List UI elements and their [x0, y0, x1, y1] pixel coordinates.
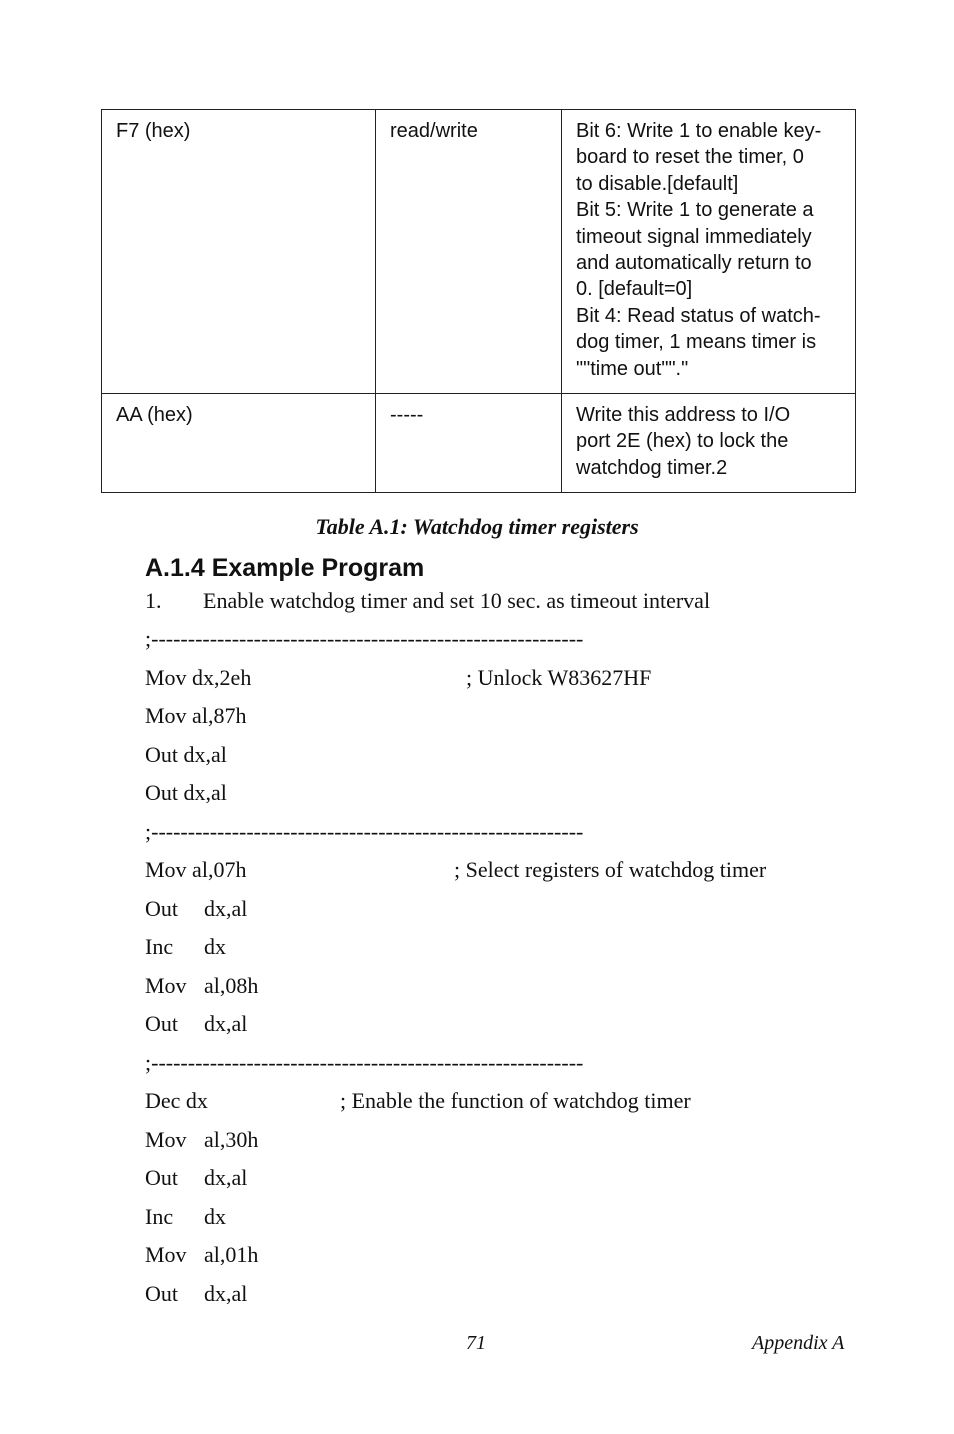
code-comment: ; Select registers of watchdog timer — [454, 857, 767, 882]
description-cell — [562, 394, 856, 493]
table-row — [102, 110, 856, 394]
footer-section-label: Appendix A — [752, 1332, 845, 1354]
access-cell: ----- — [376, 394, 562, 493]
code-opcode: Out — [145, 896, 178, 921]
code-comment: ; Enable the function of watchdog timer — [340, 1088, 691, 1113]
code-line: Mov dx,2eh — [145, 665, 252, 690]
code-operand: dx,al — [204, 896, 248, 921]
description-line: Bit 5: Write 1 to generate a — [576, 199, 814, 222]
code-opcode: Out — [145, 1011, 178, 1036]
description-line: to disable.[default] — [576, 172, 739, 195]
table-row — [102, 394, 856, 493]
code-opcode: Mov — [145, 1242, 187, 1267]
description-line: watchdog timer.2 — [576, 456, 728, 479]
code-opcode: Mov — [145, 973, 187, 998]
code-opcode: Mov — [145, 1127, 187, 1152]
access-cell: read/write — [376, 110, 562, 394]
register-cell: F7 (hex) — [102, 110, 376, 394]
description-line: 0. [default=0] — [576, 278, 693, 301]
code-operand: dx,al — [204, 1281, 248, 1306]
description-line: Write this address to I/O — [576, 404, 791, 426]
code-opcode: Out — [145, 1165, 178, 1190]
description-cell — [562, 110, 856, 394]
table-caption: Table A.1: Watchdog timer registers — [315, 514, 639, 539]
register-cell: AA (hex) — [102, 394, 376, 493]
code-line: Out dx,al — [145, 742, 227, 767]
step-number: 1. — [145, 588, 162, 613]
description-line: ""time out""." — [576, 357, 689, 380]
code-line: Out dx,al — [145, 780, 227, 805]
code-opcode: Inc — [145, 1204, 174, 1229]
description-line: timeout signal immediately — [576, 225, 812, 248]
description-line: Bit 4: Read status of watch- — [576, 304, 821, 327]
code-operand: dx,al — [204, 1011, 248, 1036]
code-line: Mov al,07h — [145, 857, 247, 882]
code-separator: ;----------------------------------------------------------- — [145, 819, 584, 844]
watchdog-registers-table — [101, 109, 856, 493]
code-operand: al,30h — [204, 1127, 259, 1152]
code-opcode: Inc — [145, 934, 174, 959]
description-line: port 2E (hex) to lock the — [576, 430, 789, 453]
code-operand: dx — [204, 934, 226, 959]
code-operand: dx,al — [204, 1165, 248, 1190]
code-opcode: Out — [145, 1281, 178, 1306]
code-operand: al,08h — [204, 973, 259, 998]
code-operand: dx — [204, 1204, 226, 1229]
code-line: Dec dx — [145, 1088, 208, 1113]
description-line: board to reset the timer, 0 — [576, 146, 804, 169]
section-heading: A.1.4 Example Program — [145, 554, 425, 582]
description-line: and automatically return to — [576, 252, 812, 275]
code-operand: al,01h — [204, 1242, 259, 1267]
code-comment: ; Unlock W83627HF — [466, 665, 652, 690]
step-text: Enable watchdog timer and set 10 sec. as timeout interval — [203, 588, 711, 613]
page-number: 71 — [466, 1332, 486, 1354]
description-line: Bit 6: Write 1 to enable key- — [576, 120, 822, 142]
code-separator: ;----------------------------------------------------------- — [145, 626, 584, 651]
code-separator: ;----------------------------------------------------------- — [145, 1050, 584, 1075]
code-line: Mov al,87h — [145, 703, 247, 728]
description-line: dog timer, 1 means timer is — [576, 331, 817, 354]
